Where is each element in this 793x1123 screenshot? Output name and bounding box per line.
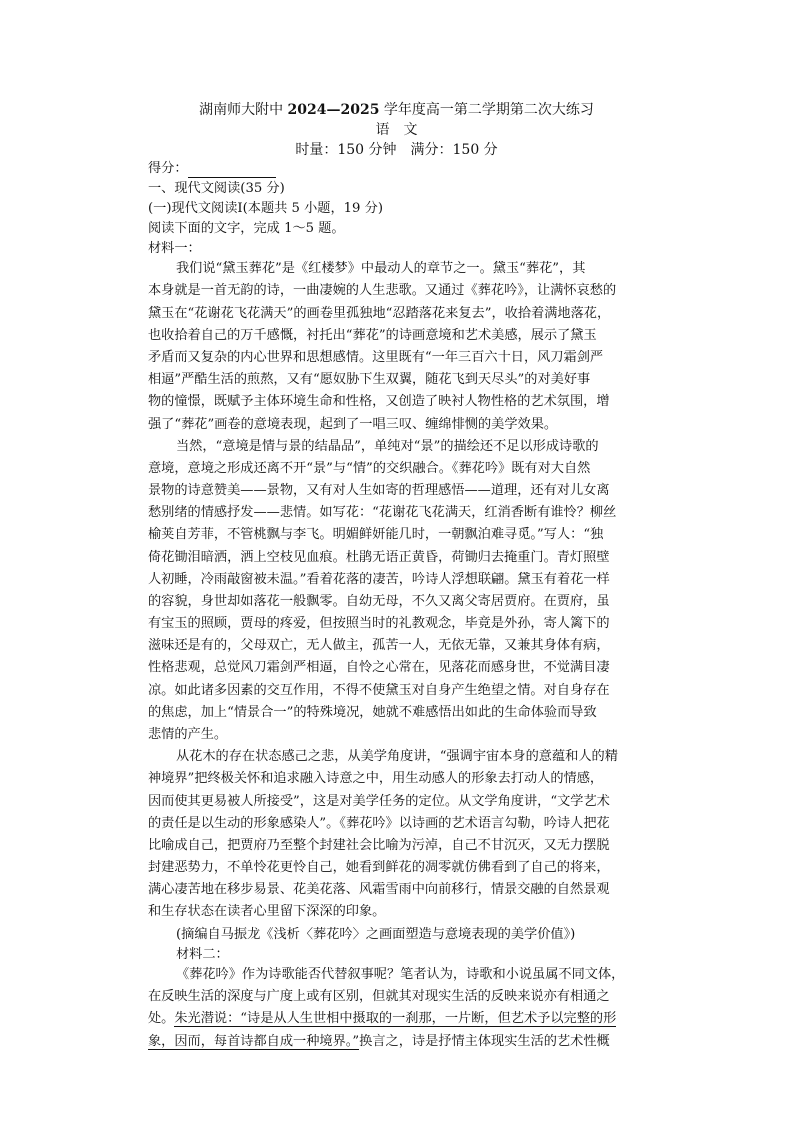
p2-line: 愁别绪的情感抒发——悲情。如写花：“花谢花飞花满天，红消香断有谁怜？柳丝 xyxy=(148,505,617,520)
p1-line: 相逼”严酷生活的煎熬，又有“愿奴胁下生双翼，随花飞到天尽头”的对美好事 xyxy=(148,372,591,387)
section-heading: 一、现代文阅读(35 分) xyxy=(148,181,285,196)
subject-title: 语 文 xyxy=(375,122,418,138)
p2-line: 人初睡，冷雨敲窗被未温。”看着花落的凄苦，吟诗人浮想联翩。黛玉有着花一样 xyxy=(148,572,610,587)
p3-line: 因而使其更易被人所接受”，这是对美学任务的定位。从文学角度讲，“文学艺术 xyxy=(148,794,610,809)
p2-line: 景物的诗意赞美——景物，又有对人生如寄的哲理感悟——道理，还有对儿女离 xyxy=(148,483,610,498)
p4-text: 换言之，诗是抒情主体现实生活的艺术性概 xyxy=(359,1034,610,1049)
material2-label: 材料二： xyxy=(176,947,229,962)
p4-line xyxy=(148,1010,658,1028)
p2-line: 当然，“意境是情与景的结晶品”，单纯对“景”的描绘还不足以形成诗歌的 xyxy=(176,439,599,454)
p2-line: 有宝玉的照顾，贾母的疼爱，但按照当时的礼教观念，毕竟是外孙，寄人篱下的 xyxy=(148,616,610,631)
section-subheading: (一)现代文阅读Ⅰ(本题共 5 小题，19 分) xyxy=(148,201,383,216)
p4-line xyxy=(148,1033,658,1051)
title-years: 2024—2025 xyxy=(287,102,380,118)
p1-line: 强了“葬花”画卷的意境表现，起到了一唱三叹、缠绵悱恻的美学效果。 xyxy=(148,417,558,432)
title-prefix: 湖南师大附中 xyxy=(199,102,288,118)
p2-line: 悲情的产生。 xyxy=(148,727,228,742)
p3-line: 神境界”把终极关怀和追求融入诗意之中，用生动感人的形象去打动人的情感， xyxy=(148,771,604,786)
p2-line: 榆荚自芳菲，不管桃飘与李飞。明媚鲜妍能几时，一朝飘泊难寻觅。”写人：“独 xyxy=(148,527,604,542)
score-row xyxy=(148,160,658,178)
score-label: 得分： xyxy=(148,161,188,176)
underlined-quote: 象，因而，每首诗都自成一种境界。” xyxy=(148,1034,360,1049)
p4-text: 处。 xyxy=(148,1011,175,1026)
p2-line: 滋味还是有的，父母双亡，无人做主，孤苦一人，无依无靠，又兼其身体有病， xyxy=(148,638,610,653)
p3-line: 的责任是以生动的形象感染人”。《葬花吟》以诗画的艺术语言勾勒，吟诗人把花 xyxy=(148,816,610,831)
p1-line: 黛玉在“花谢花飞花满天”的画卷里孤独地“忍踏落花来复去”，收拾着满地落花， xyxy=(148,306,611,321)
underlined-quote: 朱光潜说：“诗是从人生世相中摄取的一刹那，一片断，但艺术予以完整的形 xyxy=(174,1011,617,1026)
document-title xyxy=(0,101,793,119)
title-suffix: 学年度高一第二学期第二次大练习 xyxy=(379,102,594,118)
p3-line: 比喻成自己，把贾府乃至整个封建社会比喻为污淖，自己不甘沉灭，又无力摆脱 xyxy=(148,838,610,853)
p3-line: 和生存状态在读者心里留下深深的印象。 xyxy=(148,904,386,919)
source-citation: (摘编自马振龙《浅析〈葬花吟〉之画面塑造与意境表现的美学价值》) xyxy=(176,927,576,942)
p2-line: 意境，意境之形成还离不开“景”与“情”的交织融合。《葬花吟》既有对大自然 xyxy=(148,461,591,476)
p3-line: 从花木的存在状态感己之悲，从美学角度讲，“强调宇宙本身的意蕴和人的精 xyxy=(176,749,618,764)
p4-line: 《葬花吟》作为诗歌能否代替叙事呢？笔者认为，诗歌和小说虽属不同文体， xyxy=(176,967,625,982)
p1-line: 本身就是一首无韵的诗，一曲凄婉的人生悲歌。又通过《葬花吟》，让满怀哀愁的 xyxy=(148,283,617,298)
instruction: 阅读下面的文字，完成 1～5 题。 xyxy=(148,221,345,236)
p2-line: 凉。如此诸多因素的交互作用，不得不使黛玉对自身产生绝望之情。对自身存在 xyxy=(148,683,610,698)
p1-line: 我们说“黛玉葬花”是《红楼梦》中最动人的章节之一。黛玉“葬花”，其 xyxy=(176,261,586,276)
p1-line: 也收拾着自己的万千感慨，衬托出“葬花”的诗画意境和艺术美感，展示了黛玉 xyxy=(148,328,597,343)
p2-line: 倚花锄泪暗洒，洒上空枝见血痕。杜鹃无语正黄昏，荷锄归去掩重门。青灯照壁 xyxy=(148,550,610,565)
p1-line: 物的憧憬，既赋予主体环境生命和性格，又创造了映衬人物性格的艺术氛围，增 xyxy=(148,394,610,409)
p2-line: 的容貌，身世却如落花一般飘零。自幼无母，不久又离父寄居贾府。在贾府，虽 xyxy=(148,594,610,609)
p2-line: 性格悲观，总觉风刀霜剑严相逼，自怜之心常在，见落花而感身世，不觉满目凄 xyxy=(148,660,610,675)
score-blank[interactable] xyxy=(188,163,276,178)
exam-info: 时量：150 分钟 满分：150 分 xyxy=(295,142,498,158)
p2-line: 的焦虑，加上“情景合一”的特殊境况，她就不难感悟出如此的生命体验而导致 xyxy=(148,705,597,720)
p3-line: 封建恶势力，不单怜花更怜自己，她看到鲜花的凋零就仿佛看到了自己的将来， xyxy=(148,860,610,875)
p1-line: 矛盾而又复杂的内心世界和思想感情。这里既有“一年三百六十日，风刀霜剑严 xyxy=(148,350,604,365)
p3-line: 满心凄苦地在移步易景、花美花落、风霜雪雨中向前移行，情景交融的自然景观 xyxy=(148,882,610,897)
material1-label: 材料一： xyxy=(148,241,201,256)
p4-line: 在反映生活的深度与广度上或有区别，但就其对现实生活的反映来说亦有相通之 xyxy=(148,989,610,1004)
